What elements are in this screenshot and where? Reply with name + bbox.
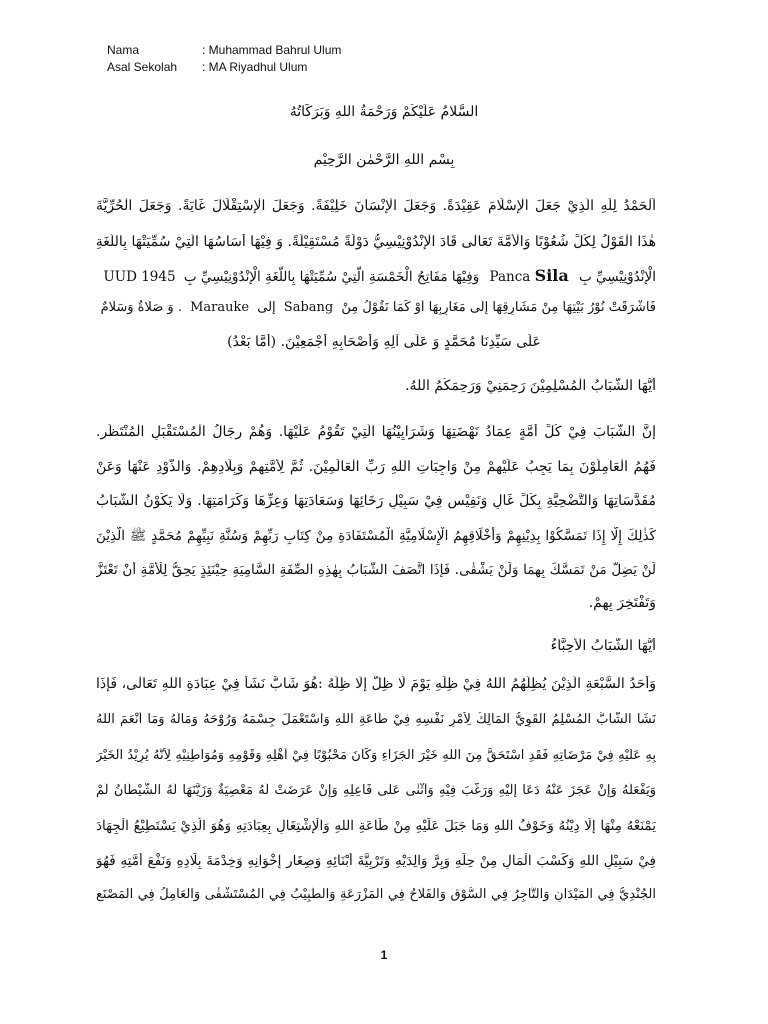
- paragraph-2-line: وَيَفْعَلُهُ وَإِنْ عَجَزَ عَنْهُ دَعَا إِلَيْهِ وَرَغَّبَ فِيْهِ وَأَثْنٰى عَلٰى فَاعِلِهِ وَإِنْ عَرَضَتْ لَهُ مَعْصِيَةٌ وَزَيَّنَهَا لَهُ الشَّيْطَانُ لَمْ: [96, 783, 656, 798]
- paragraph-2-line: الْجُنْدِيُّ فِي الْمَيْدَانِ وَالتَّاجِرُ فِي السُّوْقِ وَالْفَلَّاحُ فِي الْمَزْرَعَةِ وَالطَّبِيْبُ فِي الْمُسْتَشْفٰى وَالْعَامِلُ فِي الْمَصْنَعِ: [96, 887, 656, 902]
- paragraph-1-line: مُقَدَّسَاتِهَا وَالتَّضْحِيَّةِ بِكُلِّ غَالٍ وَنَفِيْسٍ فِيْ سَبِيْلِ رَخَائِهَا وَسَعَادَتِهَا وَعِزِّهَا وَكَرَامَتِهَا. وَلَا يَكُوْنُ الشَّبَابُ: [96, 493, 656, 509]
- paragraph-1-line: إِنَّ الشَّبَابَ فِيْ كُلِّ أُمَّةٍ عِمَادُ نَهْضَتِهَا وَشَرَايِيْنُهَا الَّتِيْ تَقُوْمُ عَلَيْهَا. وَهُمْ رِجَالُ الْمُسْتَقْبَلِ الْمُنْتَظَرِ.: [96, 424, 656, 440]
- uud-text: UUD 1945: [103, 269, 176, 285]
- intro-line: اَلْحَمْدُ لِلّٰهِ الَّذِيْ جَعَلَ الْإِسْلَامَ عَقِيْدَةً. وَجَعَلَ الْإِنْسَانَ خَلِيْفَةً. وَجَعَلَ الْإِسْتِقْلَالَ غَايَةً. وَجَعَلَ الْحُرِّيَّةَ: [96, 198, 656, 214]
- name-value: : Muhammad Bahrul Ulum: [202, 43, 342, 57]
- intro-line-sabang: [96, 300, 656, 315]
- paragraph-1-line: لَنْ يَضِلَّ مَنْ تَمَسَّكَ بِهِمَا وَلَنْ يَشْقٰى. فَإِذَا اتَّصَفَ الشَّبَابُ بِهٰذِهِ الصِّفَةِ السَّامِيَةِ حِيْنَئِذٍ يَحِقُّ لِلْأُمَّةِ أَنْ تَعْتَزَّ: [96, 562, 656, 578]
- paragraph-2-line: يَمْنَعْهُ مِنْهَا إِلَّا دِيْنُهُ وَخَوْفُ اللهِ وَمَا جَبَلَ عَلَيْهِ مِنْ طَاعَةِ اللهِ وَالْإِشْتِغَالِ بِعِبَادَتِهِ وَهُوَ الَّذِيْ يَسْتَطِيْعُ الْجِهَادَ: [96, 818, 656, 834]
- name-row: [107, 42, 341, 59]
- greeting: السَّلامُ عَلَيْكُمْ وَرَحْمَةُ اللهِ وَبَرَكَاتُهُ: [289, 104, 479, 120]
- document-header: [107, 42, 341, 76]
- paragraph-2-line: فِيْ سَبِيْلِ اللهِ وَكَسْبَ الْمَالِ مِنْ حِلِّهِ وَبِرَّ وَالِدَيْهِ وَتَرْبِيَّةَ أَبْنَائِهِ وَصِغَارِ إِخْوَانِهِ وَخِدْمَةَ بِلَادِهِ وَنَفْعَ أُمَّتِهِ فَهُوَ: [96, 853, 656, 869]
- address-2: أَيُّهَا الشَّبَابُ الْأَحِبَّاءُ: [550, 638, 656, 654]
- school-value: : MA Riyadhul Ulum: [202, 60, 308, 74]
- paragraph-2-line: نَشَأَ الشَّابُّ الْمُسْلِمُ الْقَوِيُّ الْمَالِكُ لِأَمْرِ نَفْسِهِ فِيْ طَاعَةِ اللهِ وَاسْتَعْمَلَ جِسْمَهُ وَرُوْحَهُ وَمَالَهُ وَمَا أَنْعَمَ اللهُ: [96, 712, 656, 727]
- page-number: 1: [380, 948, 388, 962]
- pancasila-term: [489, 266, 569, 285]
- address-1: أَيُّهَا الشَّبَابُ الْمُسْلِمِيْنَ رَحِمَنِيْ وَرَحِمَكُمُ اللهُ.: [405, 378, 656, 394]
- sabang: Sabang: [283, 300, 334, 315]
- intro-line-pancasila: [96, 266, 656, 285]
- paragraph-2-line: بِهِ عَلَيْهِ فِيْ مَرْضَاتِهِ فَقَدِ اسْتَحَقَّ مِنَ اللهِ خَيْرَ الْجَزَاءِ وَكَانَ مَحْبُوْبًا فِيْ أَهْلِهِ وَقَوْمِهِ وَمُوَاطِنِيْهِ لِأَنَّهُ يُرِيْدُ الْخَيْرَ: [96, 748, 656, 763]
- intro-closing: عَلَى سَيِّدِنَا مُحَمَّدٍ وَ عَلَى آلِهِ وَأَصْحَابِهِ أَجْمَعِيْنَ. (أَمَّا بَعْدُ): [227, 334, 541, 350]
- name-label: Nama: [107, 43, 140, 57]
- ila: إلى: [257, 300, 276, 315]
- school-row: [107, 59, 341, 76]
- pancasila-part2: Sila: [534, 266, 569, 285]
- intro-line-start: الْإِنْدُوْنِيْسِيِّ بِ: [579, 269, 656, 285]
- school-label: Asal Sekolah: [107, 60, 178, 74]
- intro-line: هٰذَا الْقَوْلُ لِكُلِّ شُعُوْبًا وَالْأُمَّةَ تَعَالٰى قَادَ الْإِنْدُوْنِيْسِيُّ دَوْلَةً مُسْتَقِيْلَةً. وَ فِيْهَا أَسَاسُهَا الَّتِيْ سُمِّيَتْهَا بِاللُّغَةِ: [96, 234, 656, 250]
- pancasila-part1: Panca: [489, 269, 531, 285]
- paragraph-1-line: فَهُمُ الْعَامِلُوْنَ بِمَا يَجِبُ عَلَيْهِمْ مِنْ وَاجِبَاتِ اللهِ رَبِّ الْعَالَمِيْنَ. ثُمَّ لِأُمَّتِهِمْ وَبِلَادِهِمْ. وَالذَّوْدِ عَنْهَا وَعَنْ: [96, 459, 656, 475]
- intro-line-text: فَأَشْرَقَتْ نُوْرُ بَيْتِهَا مِنْ مَشَارِقِهَا إِلَى مَغَارِبِهَا أَوْ كَمَا نَقُوْلُ مِنْ: [341, 300, 656, 315]
- salawat: . وَ صَلَاةٌ وَسَلَامٌ: [100, 300, 182, 315]
- paragraph-1-line: كَذٰلِكَ إِلَّا إِذَا تَمَسَّكُوْا بِدِيْنِهِمْ وَأَخْلَاقِهِمُ الْإِسْلَامِيَّةِ الْمُسْتَفَادَةِ مِنْ كِتَابِ رَبِّهِمْ وَسُنَّةِ نَبِيِّهِمْ مُحَمَّدٍ ﷺ الَّذِيْنَ: [96, 528, 656, 544]
- paragraph-1-line: وَتَفْتَخِرَ بِهِمْ.: [588, 595, 656, 611]
- merauke: Marauke: [190, 300, 250, 315]
- pancasila-arabic: وَفِيْهَا مَفَاتِحُ الْخَمْسَةِ الَّتِيْ سُمِّيَتْهَا بِاللُّغَةِ الْإِنْدُوْنِيْسِيِّ بِ: [183, 269, 480, 285]
- paragraph-2-line: وَأَحَدُ السَّبْعَةِ الَّذِيْنَ يُظِلُّهُمُ اللهُ فِيْ ظِلِّهِ يَوْمَ لَا ظِلَّ إِلَّا ظِلُّهُ :هُوَ شَابٌّ نَشَأَ فِيْ عِبَادَةِ اللهِ تَعَالٰى، فَإِذَا: [96, 676, 656, 692]
- basmalah: بِسْمِ اللهِ الرَّحْمٰنِ الرَّحِيْمِ: [313, 152, 455, 168]
